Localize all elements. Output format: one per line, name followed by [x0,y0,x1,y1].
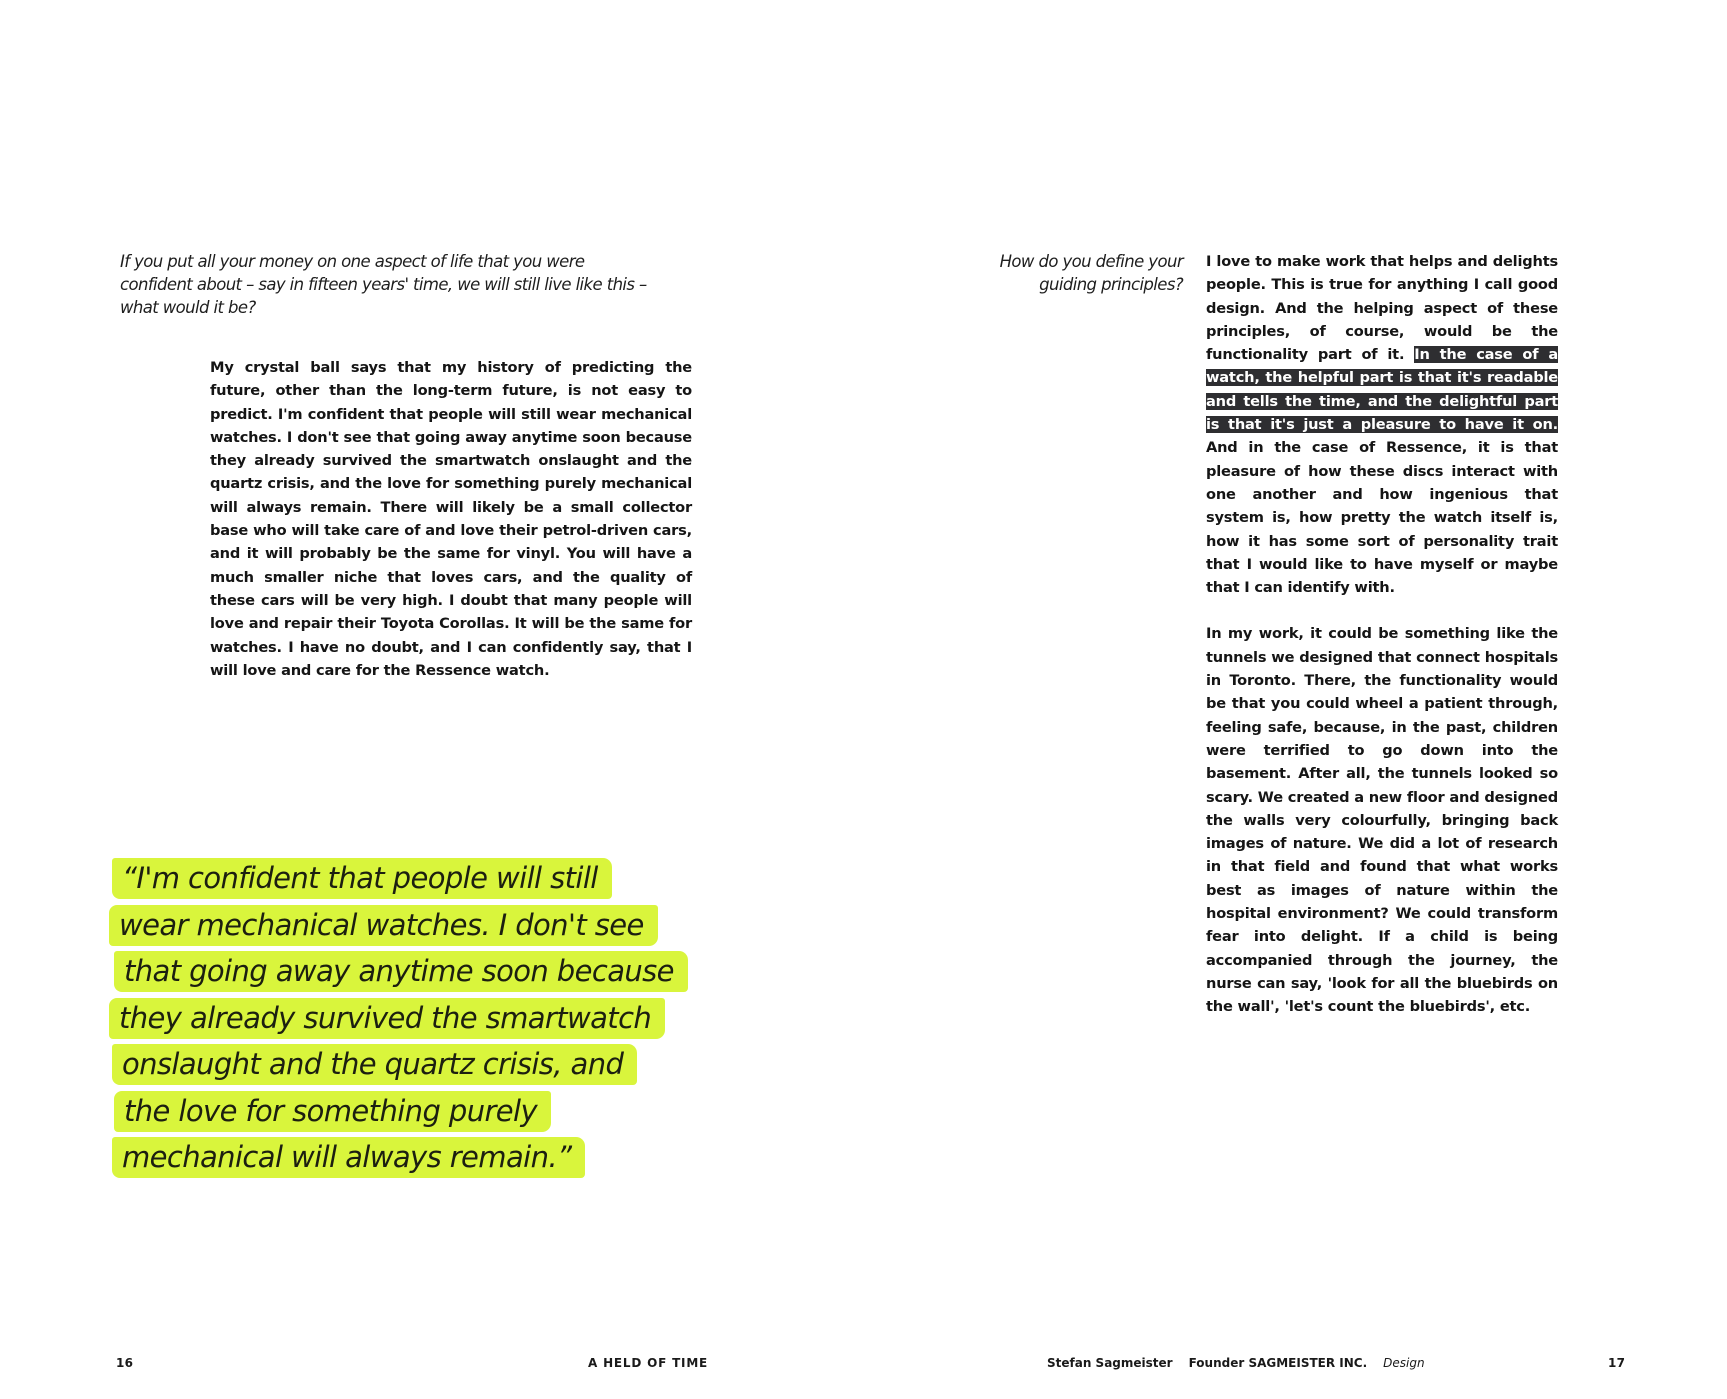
right-interview-answer [1206,250,1558,1019]
footer-section: Design [1383,1356,1425,1370]
pull-quote-line: wear mechanical watches. I don't see [112,905,692,952]
selected-text-highlight[interactable]: In the case of a watch, the helpful part is that it's readable and tells the time, and the delightful part is that it's just a pleasure to have it on. [1206,346,1558,434]
pull-quote-line: the love for something purely [112,1091,692,1138]
pull-quote-line: that going away anytime soon because [112,951,692,998]
pull-quote-line: they already survived the smartwatch [112,998,692,1045]
right-page-number: 17 [1608,1356,1626,1370]
footer-name: Stefan Sagmeister [1047,1356,1173,1370]
pull-quote-line: mechanical will always remain.” [112,1137,692,1184]
right-answer-paragraph-2: In my work, it could be something like the tunnels we designed that connect hospitals in Toronto. There, the functionality would be that you could wheel a patient through, feeling safe, because, in the past, children were terrified to go down into the basement. After all, the tunnels looked so scary. We created a new floor and designed the walls very colourfully, bringing back images of nature. We did a lot of research in that field and found that what works best as images of nature within the hospital environment? We could transform fear into delight. If a child is being accompanied through the journey, the nurse can say, 'look for all the bluebirds on the wall', 'let's count the bluebirds', etc. [1206,625,1558,1016]
pull-quote-line: onslaught and the quartz crisis, and [112,1044,692,1091]
left-interview-question: If you put all your money on one aspect of life that you were confident about – say in fifteen years' time, we will still live like this – what would it be? [120,252,647,317]
highlighted-pull-quote [112,858,692,1184]
right-running-head [1047,1356,1425,1370]
left-answer-paragraph: My crystal ball says that my history of predicting the future, other than the long-term future, is not easy to predict. I'm confident that people will still wear mechanical watches. I don't see that going away anytime soon because they already survived the smartwatch onslaught and the quartz crisis, and the love for something purely mechanical will always remain. There will likely be a small collector base who will take care of and love their petrol-driven cars, and it will probably be the same for vinyl. You will have a much smaller niche that loves cars, and the quality of these cars will be very high. I doubt that many people will love and repair their Toyota Corollas. It will be the same for watches. I have no doubt, and I can confidently say, that I will love and care for the Ressence watch. [210,359,692,679]
left-running-head: A HELD OF TIME [588,1356,709,1370]
left-interview-answer [210,356,692,682]
footer-role: Founder SAGMEISTER INC. [1188,1356,1368,1370]
left-page-number: 16 [116,1356,134,1370]
right-interview-question: How do you define your guiding principles? [999,252,1183,294]
pull-quote-line: “I'm confident that people will still [112,858,692,905]
right-answer-paragraph-1: I love to make work that helps and delights people. This is true for anything I call good design. And the helping aspect of these principles, of course, would be the functionality part of it. In the case of a watch, the helpful part is that it's readable and tells the time, and the delightful part is that it's just a pleasure to have it on. And in the case of Ressence, it is that pleasure of how these discs interact with one another and how ingenious that system is, how pretty the watch itself is, how it has some sort of personality trait that I would like to have myself or maybe that I can identify with. [1206,253,1558,597]
